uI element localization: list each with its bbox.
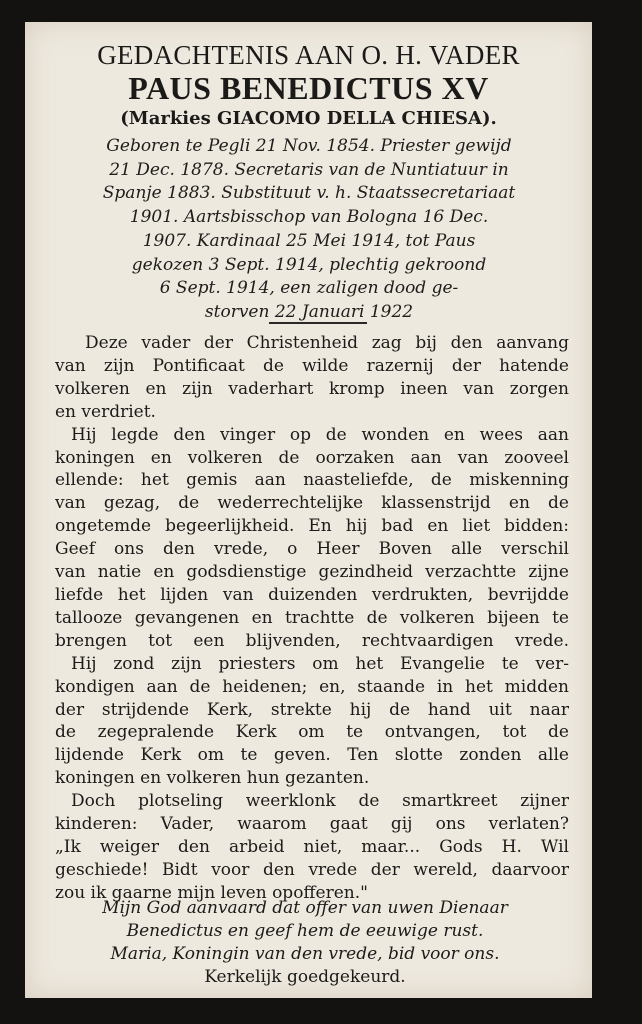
bio-line: gekozen 3 Sept. 1914, plechtig gekroond	[131, 254, 487, 275]
closing-line: Mijn God aanvaard dat offer van uwen Dienaar	[102, 898, 508, 918]
eulogy-line: tallooze gevangenen en trachtte de volkeren bijeen te	[55, 607, 569, 628]
eulogy-line: der strijdende Kerk, strekte hij de hand uit naar	[55, 699, 569, 720]
eulogy-line: koningen en volkeren hun gezanten.	[55, 768, 370, 789]
eulogy-line: kondigen aan de heidenen; en, staande in het midden	[55, 676, 569, 697]
eulogy-line: lijdende Kerk om te geven. Ten slotte zonden alle	[55, 745, 569, 766]
bio-line: Spanje 1883. Substituut v. h. Staatssecretariaat	[102, 183, 516, 204]
closing-prayer	[45, 897, 565, 989]
eulogy-line: koningen en volkeren de oorzaken aan van zooveel	[55, 447, 569, 468]
bio-line: Geboren te Pegli 21 Nov. 1854. Priester gewijd	[106, 136, 512, 156]
eulogy-line: van zijn Pontificaat de wilde razernij der hatende	[55, 355, 569, 376]
eulogy-line: volkeren en zijn vaderhart kromp ineen van zorgen	[55, 378, 569, 399]
eulogy-line: ongetemde begeerlijkheid. En hij bad en liet bidden:	[55, 516, 569, 537]
eulogy-line: liefde het lijden van duizenden verdrukten, bevrijdde	[55, 584, 569, 605]
heading-memorial: GEDACHTENIS AAN O. H. VADER	[97, 40, 520, 70]
eulogy-line: geschiede! Bidt voor den vrede der wereld, daarvoor	[55, 859, 569, 880]
closing-line: Maria, Koningin van den vrede, bid voor ons.	[110, 944, 500, 964]
memorial-card	[25, 22, 592, 998]
eulogy-line: van gezag, de wederrechtelijke klassenstrijd en de	[55, 493, 569, 514]
divider-rule	[269, 322, 367, 324]
eulogy-line: van natie en godsdienstige gezindheid verzachtte zijne	[55, 562, 569, 583]
eulogy-line: Deze vader der Christenheid zag bij den aanvang	[85, 333, 569, 353]
bio-line: 1901. Aartsbisschop van Bologna 16 Dec.	[129, 207, 489, 228]
bio-line: storven 22 Januari 1922	[204, 301, 414, 322]
closing-line: Benedictus en geef hem de eeuwige rust.	[126, 921, 484, 941]
bio-line: 6 Sept. 1914, een zaligen dood ge-	[159, 278, 459, 299]
approval-line: Kerkelijk goedgekeurd.	[204, 967, 406, 987]
eulogy-text	[55, 332, 569, 905]
eulogy-line: Hij zond zijn priesters om het Evangelie te ver-	[71, 653, 569, 674]
eulogy-line: de zegepralende Kerk om te ontvangen, tot de	[55, 722, 569, 743]
eulogy-line: brengen tot een blijvenden, rechtvaardigen vrede.	[55, 630, 569, 651]
heading-pope-name: PAUS BENEDICTUS XV	[128, 70, 489, 106]
bio-line: 1907. Kardinaal 25 Mei 1914, tot Paus	[142, 230, 476, 251]
eulogy-line: ellende: het gemis aan naasteliefde, de miskenning	[55, 470, 569, 491]
eulogy-line: kinderen: Vader, waarom gaat gij ons verlaten?	[55, 814, 569, 835]
eulogy-line: Hij legde den vinger op de wonden en wees aan	[71, 424, 569, 445]
eulogy-line: Doch plotseling weerklonk de smartkreet zijner	[71, 791, 569, 812]
eulogy-line: en verdriet.	[55, 401, 156, 422]
eulogy-line: zou ik gaarne mijn leven opofferen."	[55, 882, 368, 903]
eulogy-line: „Ik weiger den arbeid niet, maar... Gods H. Wil	[55, 836, 569, 857]
eulogy-line: Geef ons den vrede, o Heer Boven alle verschil	[55, 539, 569, 560]
heading-birth-name: (Markies GIACOMO DELLA CHIESA).	[120, 108, 497, 129]
bio-line: 21 Dec. 1878. Secretaris van de Nuntiatuur in	[109, 159, 509, 180]
biography	[53, 135, 565, 325]
